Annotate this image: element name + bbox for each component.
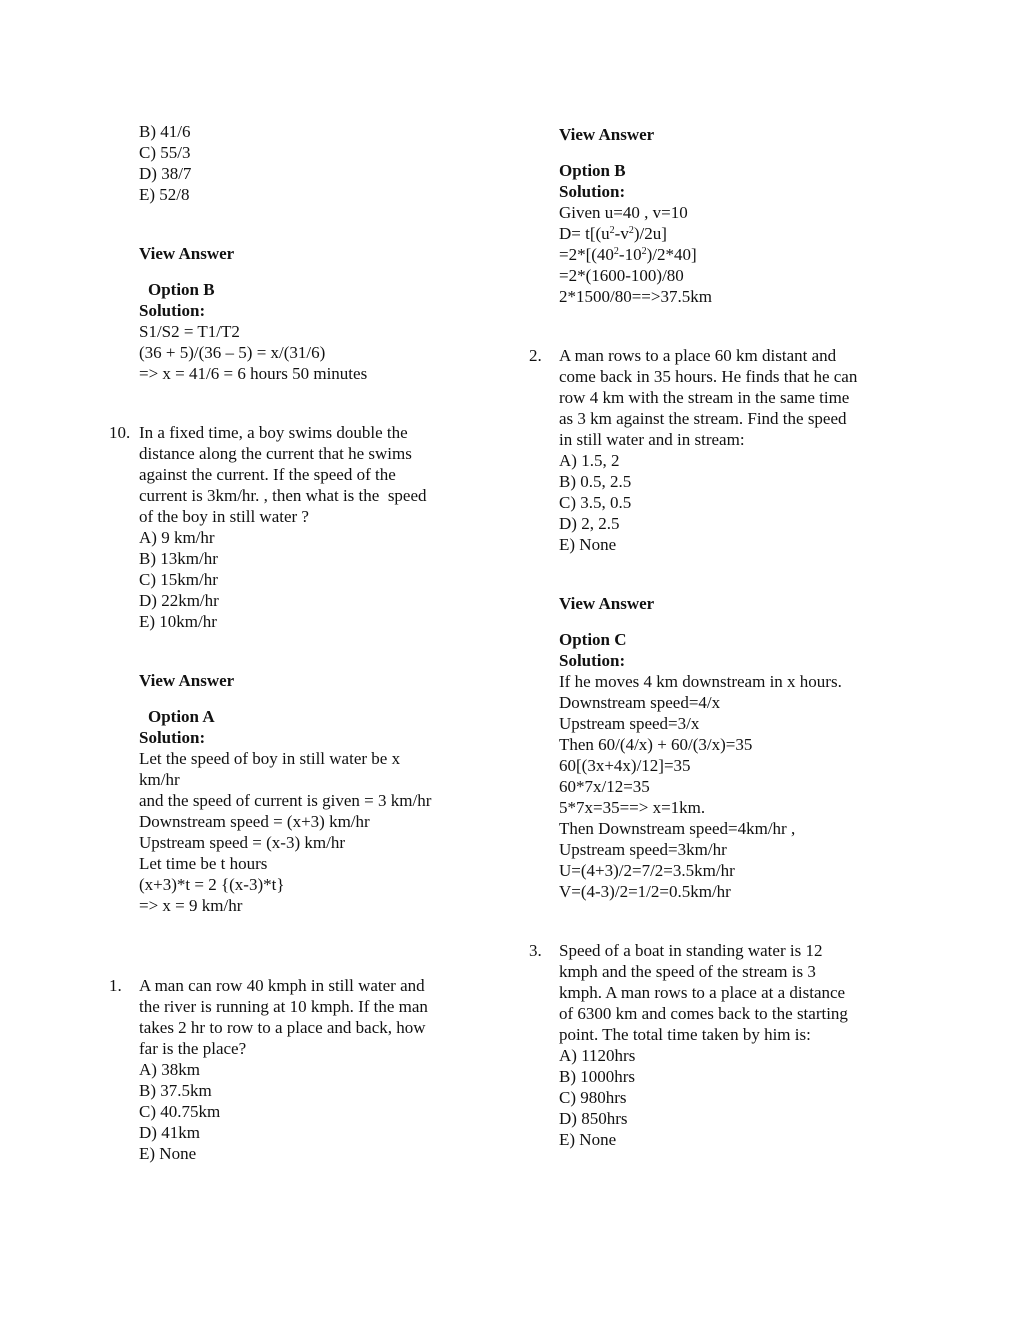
- question-text-line: distance along the current that he swims: [139, 444, 412, 463]
- question-text-line: A man rows to a place 60 km distant and: [559, 346, 837, 365]
- solution-line: 60*7x/12=35: [559, 777, 650, 796]
- solution-label: Solution:: [559, 651, 626, 670]
- formula-line: $=2*[(40^2-10^2)/2*40]$: [559, 245, 697, 264]
- answer-option: Option B: [148, 280, 215, 299]
- question-text-line: of the boy in still water ?: [139, 507, 309, 526]
- question-text-line: come back in 35 hours. He finds that he can: [559, 367, 858, 386]
- question-text-line: against the current. If the speed of the: [139, 465, 396, 484]
- question-1: [109, 975, 479, 1164]
- option-item: C) 15km/hr: [139, 570, 218, 589]
- answer-option: Option C: [559, 630, 627, 649]
- option-item: A) 38km: [139, 1060, 200, 1079]
- question-number: 3.: [529, 941, 542, 960]
- solution-line: (36 + 5)/(36 – 5) = x/(31/6): [139, 343, 326, 362]
- solution-line: 60[(3x+4x)/12]=35: [559, 756, 691, 775]
- option-item: B) 41/6: [139, 122, 191, 141]
- option-item: C) 3.5, 0.5: [559, 493, 632, 512]
- option-item: C) 40.75km: [139, 1102, 221, 1121]
- solution-line: => x = 9 km/hr: [139, 896, 243, 915]
- question-text-line: In a fixed time, a boy swims double the: [139, 423, 408, 442]
- view-answer-link[interactable]: View Answer: [559, 125, 655, 144]
- question-text-line: of 6300 km and comes back to the starting: [559, 1004, 848, 1023]
- solution-line: Then Downstream speed=4km/hr ,: [559, 819, 796, 838]
- solution-line: Let the speed of boy in still water be x: [139, 749, 401, 768]
- question-number: 1.: [109, 976, 122, 995]
- option-item: D) 41km: [139, 1123, 200, 1142]
- solution-line: S1/S2 = T1/T2: [139, 322, 240, 341]
- solution-label: Solution:: [139, 301, 206, 320]
- solution-line: 2*1500/80==>37.5km: [559, 287, 712, 306]
- option-item: E) None: [139, 1144, 197, 1163]
- option-item: D) 22km/hr: [139, 591, 219, 610]
- carry-options: [139, 121, 479, 205]
- formula-line: $D= t[(u^2-v^2)/2u]$: [559, 224, 667, 243]
- question-text-line: the river is running at 10 kmph. If the man: [139, 997, 428, 1016]
- solution-line: Let time be t hours: [139, 854, 268, 873]
- option-item: E) None: [559, 1130, 617, 1149]
- question-text-line: far is the place?: [139, 1039, 247, 1058]
- question-10: [109, 422, 479, 632]
- solution-line: and the speed of current is given = 3 km/hr: [139, 791, 432, 810]
- right-column: [529, 124, 899, 1150]
- option-item: D) 2, 2.5: [559, 514, 620, 533]
- solution-line: km/hr: [139, 770, 180, 789]
- question-3: [529, 940, 899, 1150]
- solution-line: =2*(1600-100)/80: [559, 266, 684, 285]
- question-text-line: row 4 km with the stream in the same time: [559, 388, 850, 407]
- solution-line: Downstream speed = (x+3) km/hr: [139, 812, 370, 831]
- solution-label: Solution:: [559, 182, 626, 201]
- solution-line: Upstream speed=3/x: [559, 714, 700, 733]
- option-item: C) 55/3: [139, 143, 191, 162]
- solution-line: (x+3)*t = 2 {(x-3)*t}: [139, 875, 285, 894]
- solution-line: 5*7x=35==> x=1km.: [559, 798, 706, 817]
- option-item: A) 9 km/hr: [139, 528, 215, 547]
- solution-line: V=(4-3)/2=1/2=0.5km/hr: [559, 882, 731, 901]
- view-answer-link[interactable]: View Answer: [139, 244, 235, 263]
- solution-line: => x = 41/6 = 6 hours 50 minutes: [139, 364, 368, 383]
- left-column: [109, 121, 479, 1164]
- view-answer-link[interactable]: View Answer: [139, 671, 235, 690]
- solution-line: If he moves 4 km downstream in x hours.: [559, 672, 842, 691]
- option-item: A) 1120hrs: [559, 1046, 636, 1065]
- option-item: B) 37.5km: [139, 1081, 212, 1100]
- question-text-line: kmph. A man rows to a place at a distance: [559, 983, 846, 1002]
- solution-line: U=(4+3)/2=7/2=3.5km/hr: [559, 861, 735, 880]
- option-item: A) 1.5, 2: [559, 451, 620, 470]
- question-text-line: A man can row 40 kmph in still water and: [139, 976, 425, 995]
- solution-line: Given u=40 , v=10: [559, 203, 688, 222]
- question-2: [529, 345, 899, 555]
- option-item: B) 1000hrs: [559, 1067, 636, 1086]
- question-text-line: takes 2 hr to row to a place and back, how: [139, 1018, 426, 1037]
- option-item: C) 980hrs: [559, 1088, 627, 1107]
- solution-line: Upstream speed=3km/hr: [559, 840, 727, 859]
- question-text-line: Speed of a boat in standing water is 12: [559, 941, 823, 960]
- option-item: D) 850hrs: [559, 1109, 628, 1128]
- question-text-line: in still water and in stream:: [559, 430, 745, 449]
- question-number: 10.: [109, 423, 131, 442]
- option-item: E) None: [559, 535, 617, 554]
- question-number: 2.: [529, 346, 542, 365]
- solution-line: Then 60/(4/x) + 60/(3/x)=35: [559, 735, 753, 754]
- solution-label: Solution:: [139, 728, 206, 747]
- question-text-line: as 3 km against the stream. Find the speed: [559, 409, 847, 428]
- option-item: E) 10km/hr: [139, 612, 217, 631]
- view-answer-link[interactable]: View Answer: [559, 594, 655, 613]
- answer-option: Option A: [148, 707, 215, 726]
- solution-line: Upstream speed = (x-3) km/hr: [139, 833, 345, 852]
- question-text-line: current is 3km/hr. , then what is the speed: [139, 486, 427, 505]
- option-item: D) 38/7: [139, 164, 192, 183]
- answer-option: Option B: [559, 161, 626, 180]
- question-text-line: point. The total time taken by him is:: [559, 1025, 811, 1044]
- option-item: B) 13km/hr: [139, 549, 218, 568]
- question-text-line: kmph and the speed of the stream is 3: [559, 962, 816, 981]
- solution-line: Downstream speed=4/x: [559, 693, 721, 712]
- option-item: B) 0.5, 2.5: [559, 472, 632, 491]
- option-item: E) 52/8: [139, 185, 190, 204]
